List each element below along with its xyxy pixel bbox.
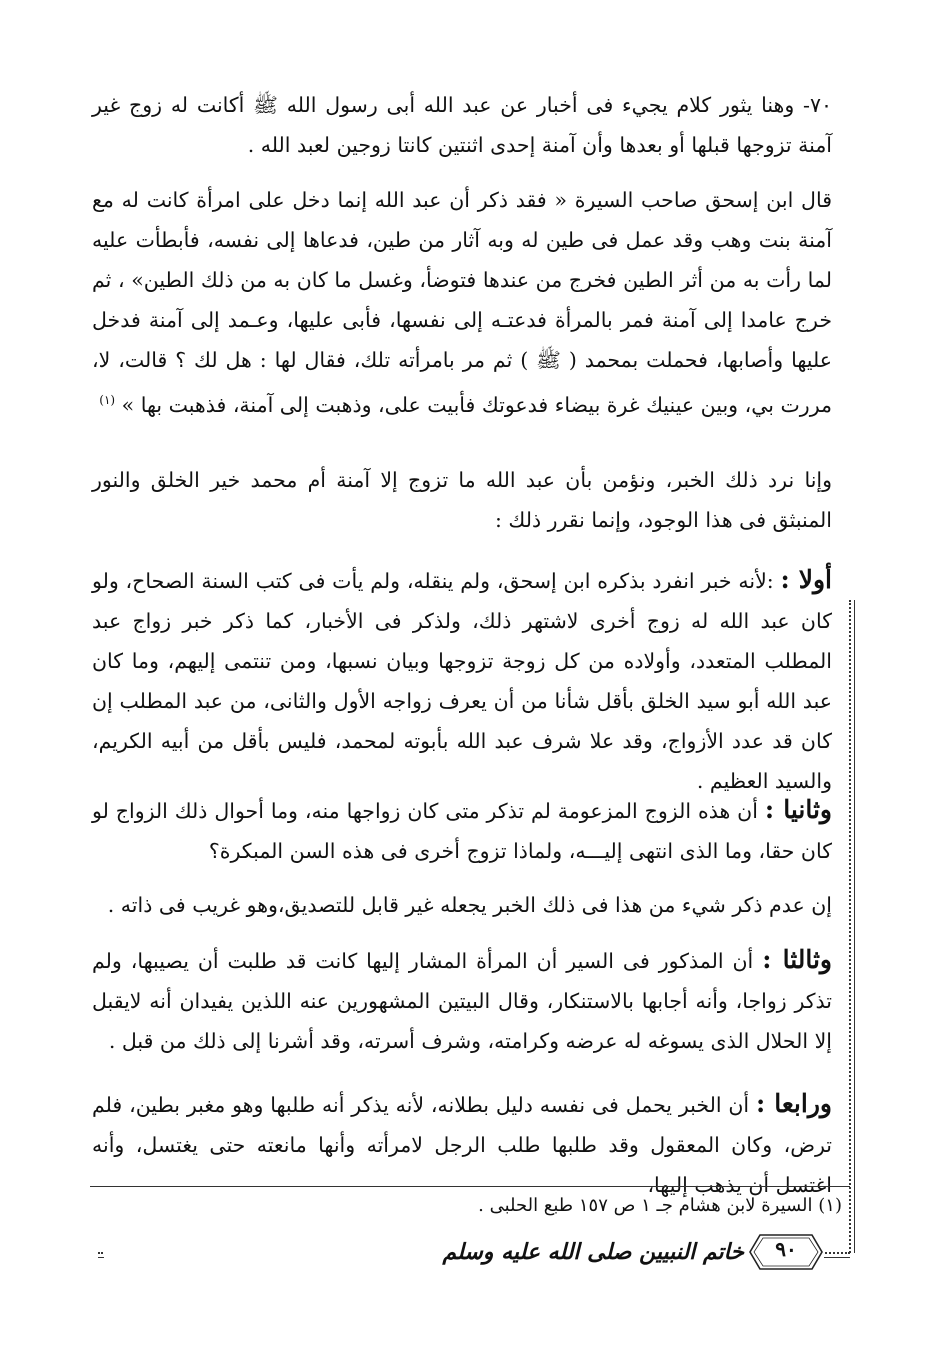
footnote: (١) السيرة لابن هشام جـ ١ ص ١٥٧ طبع الحلبى .	[478, 1195, 842, 1216]
paragraph-text: إن عدم ذكر شيء من هذا فى ذلك الخبر يجعله غير قابل للتصديق،وهو غريب فى ذاته .	[107, 893, 832, 917]
page-number-badge	[748, 1233, 824, 1271]
footnote-reference: (١)	[99, 393, 116, 407]
paragraph-text: ٧٠- وهنا يثور كلام يجيء فى أخبار عن عبد الله أبى رسول الله ﷺ أكانت له زوج غير آمنة تزوجها قبلها أو بعدها وأن آمنة إحدى اثنتين كانتا زوجين لعبد الله .	[92, 93, 832, 157]
paragraph-ibn-ishaq-quote	[92, 180, 832, 425]
point-heading: ورابعا :	[755, 1089, 832, 1118]
page-border-dotted	[849, 600, 851, 1253]
page-number: ٩٠	[775, 1237, 797, 1261]
paragraph-first-point	[92, 560, 832, 801]
paragraph-second-point	[92, 790, 832, 871]
footnote-divider	[90, 1186, 850, 1187]
paragraph-text: أن الخبر يحمل فى نفسه دليل بطلانه، لأنه يذكر أنه طلبها وهو مغبر بطين، فلم ترض، وكان المعقول وقد طلبها طلب الرجل لامرأته وأنها مانعته حتى يغتسل، وأنه اغتسل أن يذهب إليها،	[92, 1093, 832, 1197]
paragraph-70	[92, 85, 832, 165]
paragraph-text: قال ابن إسحق صاحب السيرة « فقد ذكر أن عبد الله إنما دخل على امرأة كانت له مع آمنة بنت وهب وقد عمل فى طين له وبه آثار من طين، فدعاها إلى نفسه، فأبطأت عليه لما رأت به من أثر الطين فخرج من عندها فتوضأ، وغسل ما كان به من ذلك الطين» ، ثم خرج عامدا إلى آمنة فمر بالمرأة فدعتـه إلى نفسها، فأبى عليها، وعـمد إلى آمنة فدخل عليها وأصابها، فحملت بمحمد ( ﷺ ) ثم مر بامرأته تلك، فقال لها : هل لك ؟ قالت، لا، مررت بي، وبين عينيك غرة بيضاء فدعوتك فأبيت على، وذهبت إلى آمنة، فذهبت بها »	[92, 188, 832, 417]
point-heading: أولا :	[780, 565, 832, 594]
paragraph-text: وإنا نرد ذلك الخبر، ونؤمن بأن عبد الله ما تزوج إلا آمنة أم محمد خير الخلق والنور المنبثق فى هذا الوجود، وإنما نقرر ذلك :	[92, 468, 832, 532]
running-title: خاتم النبيين صلى الله عليه وسلم	[104, 1239, 752, 1265]
point-heading: وثانيا :	[764, 795, 832, 824]
paragraph-unverifiable	[92, 885, 832, 925]
point-heading: وثالثا :	[762, 945, 833, 974]
paragraph-text: أن هذه الزوج المزعومة لم تذكر متى كان زواجها منه، وما أحوال ذلك الزواج لو كان حقا، وما الذى انتهى إليـــه، ولماذا تزوج أخرى فى هذه السن المبكرة؟	[92, 799, 832, 863]
page-border-line	[854, 600, 855, 1253]
paragraph-text: أن المذكور فى السير أن المرأة المشار إليها كانت قد طلبت أن يصيبها، ولم تذكر زواجا، وأنه أجابها بالاستنكار، وقال البيتين المشهورين عنه اللذين يفيدان أنه لايقبل إلا الحلال الذى يسوغه له عرضه وكرامته، وشرف أسرته، وقد أشرنا إلى ذلك من قبل .	[92, 949, 832, 1053]
paragraph-text: :لأنه خبر انفرد بذكره ابن إسحق، ولم ينقله، ولم يأت فى كتب السنة الصحاح، ولو كان عبد الله له زوج أخرى لاشتهر ذلك، ولذكر فى الأخبار، كما ذكر خبر زواج عبد المطلب المتعدد، وأولاده من كل زوجة تزوجها وبيان نسبها، ومن تنتمى إليهم، وما كان عبد الله أبو سيد الخلق بأقل شأنا من أن يعرف زواجه الأول والثانى، من عبد المطلب إن كان قد عدد الأزواج، وقد علا شرف عبد الله بأبوته لمحمد، فليس بأقل من أبيه الكريم، والسيد العظيم .	[92, 569, 832, 793]
paragraph-third-point	[92, 940, 832, 1061]
paragraph-rejection	[92, 460, 832, 540]
